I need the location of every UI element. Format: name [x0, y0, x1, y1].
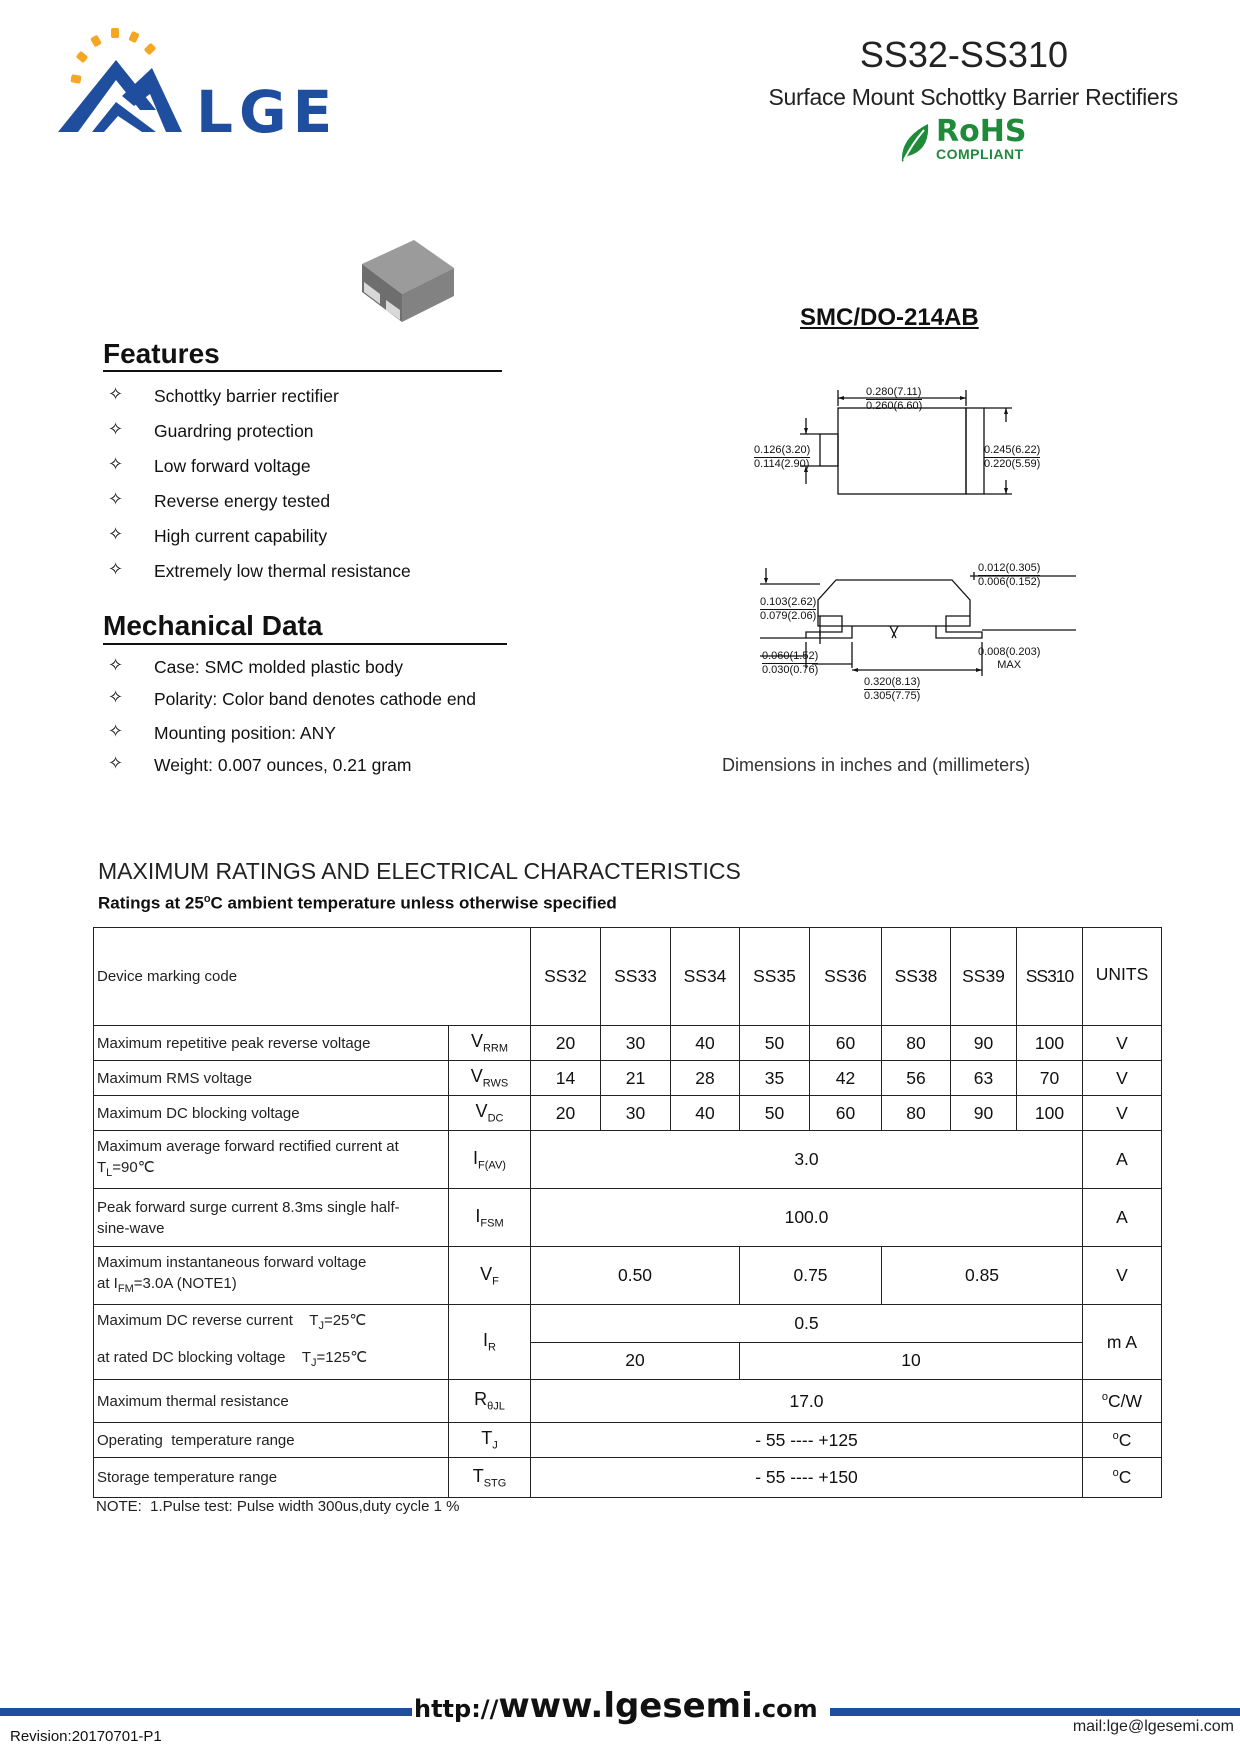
sym-main: T [472, 1465, 484, 1486]
rohs-leaf-icon [898, 122, 932, 169]
row-desc-line1: Peak forward surge current 8.3ms single half- [97, 1198, 400, 1216]
unit-cell [1083, 1380, 1162, 1423]
desc-sub: FM [117, 1282, 134, 1295]
footer-bar-left [0, 1708, 412, 1716]
unit-cell: V [1083, 1247, 1162, 1305]
desc-pre: at rated DC blocking voltage T [97, 1349, 311, 1366]
table-row [94, 1026, 1162, 1061]
cell: 10 [740, 1342, 1083, 1380]
cell: 42 [810, 1061, 882, 1096]
bullet-icon: ✧ [108, 524, 124, 544]
cell: 21 [601, 1061, 671, 1096]
degree-sup: o [1112, 1429, 1119, 1442]
sym-sub: R [488, 1341, 496, 1354]
sym-main: T [481, 1428, 493, 1449]
dimension-caption: Dimensions in inches and (millimeters) [722, 755, 1031, 775]
bullet-icon: ✧ [108, 753, 124, 773]
cell: 63 [951, 1061, 1017, 1096]
company-logo [56, 22, 186, 137]
row-symbol [449, 1305, 531, 1380]
cell: 35 [740, 1061, 810, 1096]
rohs-badge [936, 114, 1027, 162]
product-subtitle: Surface Mount Schottky Barrier Rectifiers [768, 84, 1178, 110]
mechanical-text: Case: SMC molded plastic body [154, 657, 403, 677]
row-symbol [449, 1380, 531, 1423]
row-desc: Maximum repetitive peak reverse voltage [94, 1026, 449, 1061]
bullet-icon: ✧ [108, 384, 124, 404]
sym-sub: RWS [482, 1077, 509, 1090]
cell: 20 [531, 1342, 740, 1380]
dim-right-height-min: 0.220(5.59) [984, 458, 1041, 470]
footer-website-link[interactable] [414, 1686, 818, 1726]
desc-post: =25℃ [323, 1312, 367, 1329]
desc-post: =3.0A (NOTE1) [133, 1274, 237, 1292]
bullet-icon: ✧ [108, 721, 124, 741]
dim-lead-length-max: 0.060(1.52) [762, 650, 819, 662]
sym-main: I [473, 1147, 479, 1168]
bullet-icon: ✧ [108, 419, 124, 439]
row-symbol [449, 1458, 531, 1498]
row-symbol [449, 1423, 531, 1458]
cell: 100 [1017, 1096, 1083, 1131]
cell: 40 [671, 1096, 740, 1131]
package-title: SMC/DO-214AB [800, 304, 979, 331]
footer-email-link[interactable]: mail:lge@lgesemi.com [1072, 1718, 1234, 1735]
footer-bar-right [830, 1708, 1240, 1716]
dim-lead-thickness [978, 562, 1040, 589]
feature-text: High current capability [154, 526, 328, 546]
dim-left-height-min: 0.114(2.90) [754, 458, 810, 470]
feature-text: Reverse energy tested [154, 491, 331, 511]
cell: 28 [671, 1061, 740, 1096]
unit-text: C [1118, 1429, 1132, 1450]
cell: 30 [601, 1096, 671, 1131]
sym-sub: RRM [482, 1042, 509, 1055]
unit-cell: V [1083, 1096, 1162, 1131]
dim-total-length-max: 0.320(8.13) [864, 676, 921, 688]
dim-top-width-min: 0.260(6.60) [866, 400, 923, 412]
feature-text: Schottky barrier rectifier [154, 386, 339, 406]
part-number-title: SS32-SS310 [859, 34, 1068, 75]
device-code: SS39 [951, 928, 1017, 1026]
sym-main: V [470, 1031, 483, 1052]
dim-body-height-max: 0.103(2.62) [760, 596, 817, 608]
table-row [94, 1380, 1162, 1423]
sym-sub: F(AV) [478, 1159, 506, 1172]
sym-main: I [483, 1330, 489, 1351]
dim-left-height [754, 444, 810, 471]
rohs-sub: COMPLIANT [936, 146, 1024, 162]
desc-sub: J [318, 1320, 324, 1332]
unit-cell: A [1083, 1189, 1162, 1247]
row-symbol [449, 1131, 531, 1189]
device-code: SS32 [531, 928, 601, 1026]
cell: 14 [531, 1061, 601, 1096]
ratings-subtitle-post: C ambient temperature unless otherwise specified [210, 893, 617, 913]
cell: 50 [740, 1096, 810, 1131]
dim-standoff-value: 0.008(0.203) [978, 646, 1041, 658]
row-desc: Maximum RMS voltage [94, 1061, 449, 1096]
device-code: SS36 [810, 928, 882, 1026]
degree-sup: o [203, 893, 211, 905]
dim-lead-thickness-min: 0.006(0.152) [978, 576, 1041, 588]
cell: 90 [951, 1026, 1017, 1061]
bullet-icon: ✧ [108, 489, 124, 509]
row-desc-line1 [97, 1305, 448, 1342]
sym-main: V [475, 1101, 488, 1122]
sym-sub: F [492, 1275, 499, 1288]
bullet-icon: ✧ [108, 454, 124, 474]
dim-body-height [760, 596, 816, 623]
dim-total-length [864, 676, 920, 703]
desc-sub: L [106, 1166, 113, 1179]
row-desc-line1: Maximum instantaneous forward voltage [97, 1253, 367, 1271]
device-code: SS34 [671, 928, 740, 1026]
bullet-icon: ✧ [108, 687, 124, 707]
table-row [94, 1096, 1162, 1131]
unit-cell [1083, 1458, 1162, 1498]
device-code: SS35 [740, 928, 810, 1026]
mechanical-text: Weight: 0.007 ounces, 0.21 gram [154, 755, 412, 775]
table-row [94, 1189, 1162, 1247]
row-desc-line2 [97, 1157, 448, 1184]
feature-text: Low forward voltage [154, 456, 311, 476]
bullet-icon: ✧ [108, 559, 124, 579]
features-title: Features [103, 338, 220, 369]
row-desc-line2: sine-wave [97, 1219, 165, 1237]
package-photo [360, 238, 456, 331]
ratings-note: NOTE: 1.Pulse test: Pulse width 300us,duty cycle 1 % [96, 1498, 460, 1515]
table-row [94, 1247, 1162, 1305]
row-desc: Operating temperature range [94, 1423, 449, 1458]
dim-lead-length-min: 0.030(0.76) [762, 664, 819, 676]
desc-pre: at I [97, 1274, 118, 1292]
cell: 70 [1017, 1061, 1083, 1096]
dim-top-width [866, 386, 922, 413]
dim-standoff [978, 646, 1040, 672]
cell: 50 [740, 1026, 810, 1061]
desc-pre: Maximum DC reverse current T [97, 1312, 319, 1329]
url-prefix: http:// [414, 1695, 499, 1723]
row-desc-line2 [97, 1273, 448, 1300]
row-desc: Maximum DC blocking voltage [94, 1096, 449, 1131]
row-symbol [449, 1247, 531, 1305]
cell: 100.0 [531, 1189, 1083, 1247]
ratings-subtitle-pre: Ratings at 25 [98, 893, 204, 913]
unit-text: C/W [1108, 1390, 1143, 1411]
ratings-title: MAXIMUM RATINGS AND ELECTRICAL CHARACTERISTICS [98, 858, 741, 884]
sym-main: I [475, 1205, 481, 1226]
cell: 60 [810, 1026, 882, 1061]
cell: 17.0 [531, 1380, 1083, 1423]
desc-post: =125℃ [316, 1349, 368, 1366]
dim-top-width-max: 0.280(7.11) [866, 386, 922, 398]
table-row [94, 1305, 1162, 1343]
unit-cell [1083, 1423, 1162, 1458]
cell: 0.5 [531, 1305, 1083, 1343]
row-desc: Maximum thermal resistance [94, 1380, 449, 1423]
desc-post: =90℃ [112, 1158, 155, 1176]
row-symbol [449, 1026, 531, 1061]
cell: 100 [1017, 1026, 1083, 1061]
degree-sup: o [1101, 1390, 1109, 1403]
sym-sub: STG [483, 1477, 507, 1490]
revision-label: Revision:20170701-P1 [10, 1728, 162, 1745]
cell: - 55 ---- +125 [531, 1423, 1083, 1458]
ratings-subtitle [98, 893, 617, 914]
desc-sub: J [311, 1357, 317, 1369]
feature-text: Guardring protection [154, 421, 314, 441]
device-code: SS33 [601, 928, 671, 1026]
table-row [94, 1458, 1162, 1498]
cell: 80 [882, 1096, 951, 1131]
row-desc: Storage temperature range [94, 1458, 449, 1498]
features-divider [103, 370, 502, 372]
unit-cell: m A [1083, 1305, 1162, 1380]
row-desc-line1: Maximum average forward rectified current at [97, 1137, 399, 1155]
sym-sub: θJL [487, 1400, 505, 1413]
unit-cell: V [1083, 1026, 1162, 1061]
dim-body-height-min: 0.079(2.06) [760, 610, 817, 622]
sym-sub: FSM [480, 1217, 504, 1230]
cell: - 55 ---- +150 [531, 1458, 1083, 1498]
desc-pre: T [97, 1158, 107, 1176]
cell: 0.85 [882, 1247, 1083, 1305]
mechanical-title: Mechanical Data [103, 610, 323, 641]
cell: 30 [601, 1026, 671, 1061]
feature-text: Extremely low thermal resistance [154, 561, 411, 581]
row-symbol [449, 1189, 531, 1247]
table-header-row [94, 928, 1162, 1026]
unit-text: C [1118, 1467, 1132, 1487]
row-desc [94, 1131, 449, 1189]
row-desc-line2 [97, 1342, 448, 1379]
cell: 0.50 [531, 1247, 740, 1305]
row-desc [94, 1305, 449, 1380]
sym-sub: DC [487, 1112, 504, 1125]
cell: 40 [671, 1026, 740, 1061]
cell: 56 [882, 1061, 951, 1096]
url-suffix: .com [752, 1695, 818, 1723]
logo-text: LGE [196, 78, 339, 146]
dim-left-height-max: 0.126(3.20) [754, 444, 811, 456]
rohs-main: RoHS [936, 114, 1027, 149]
cell: 80 [882, 1026, 951, 1061]
table-row [94, 1423, 1162, 1458]
cell: 20 [531, 1026, 601, 1061]
table-row [94, 1131, 1162, 1189]
sym-main: R [474, 1389, 488, 1410]
row-desc [94, 1247, 449, 1305]
sym-main: V [470, 1066, 483, 1087]
cell: 60 [810, 1096, 882, 1131]
degree-sup: o [1112, 1467, 1119, 1480]
sym-main: V [480, 1263, 493, 1284]
row-desc [94, 1189, 449, 1247]
ratings-table [93, 927, 1162, 1498]
header-label: Device marking code [94, 928, 531, 1026]
device-code: SS310 [1017, 928, 1083, 1026]
bullet-icon: ✧ [108, 655, 124, 675]
cell: 90 [951, 1096, 1017, 1131]
unit-cell: A [1083, 1131, 1162, 1189]
table-row [94, 1061, 1162, 1096]
sym-sub: J [492, 1439, 498, 1452]
mechanical-text: Polarity: Color band denotes cathode end [154, 689, 477, 709]
dim-standoff-label: MAX [997, 659, 1022, 671]
cell: 0.75 [740, 1247, 882, 1305]
dim-lead-thickness-max: 0.012(0.305) [978, 562, 1041, 574]
unit-cell: V [1083, 1061, 1162, 1096]
units-header: UNITS [1083, 928, 1162, 1026]
url-main: www.lgesemi [498, 1686, 753, 1726]
cell: 3.0 [531, 1131, 1083, 1189]
mechanical-text: Mounting position: ANY [154, 723, 336, 743]
row-symbol [449, 1061, 531, 1096]
mechanical-divider [103, 643, 507, 645]
dim-right-height-max: 0.245(6.22) [984, 444, 1041, 456]
dim-right-height [984, 444, 1040, 471]
device-code: SS38 [882, 928, 951, 1026]
dim-total-length-min: 0.305(7.75) [864, 690, 921, 702]
dim-lead-length [762, 650, 818, 677]
cell: 20 [531, 1096, 601, 1131]
row-symbol [449, 1096, 531, 1131]
